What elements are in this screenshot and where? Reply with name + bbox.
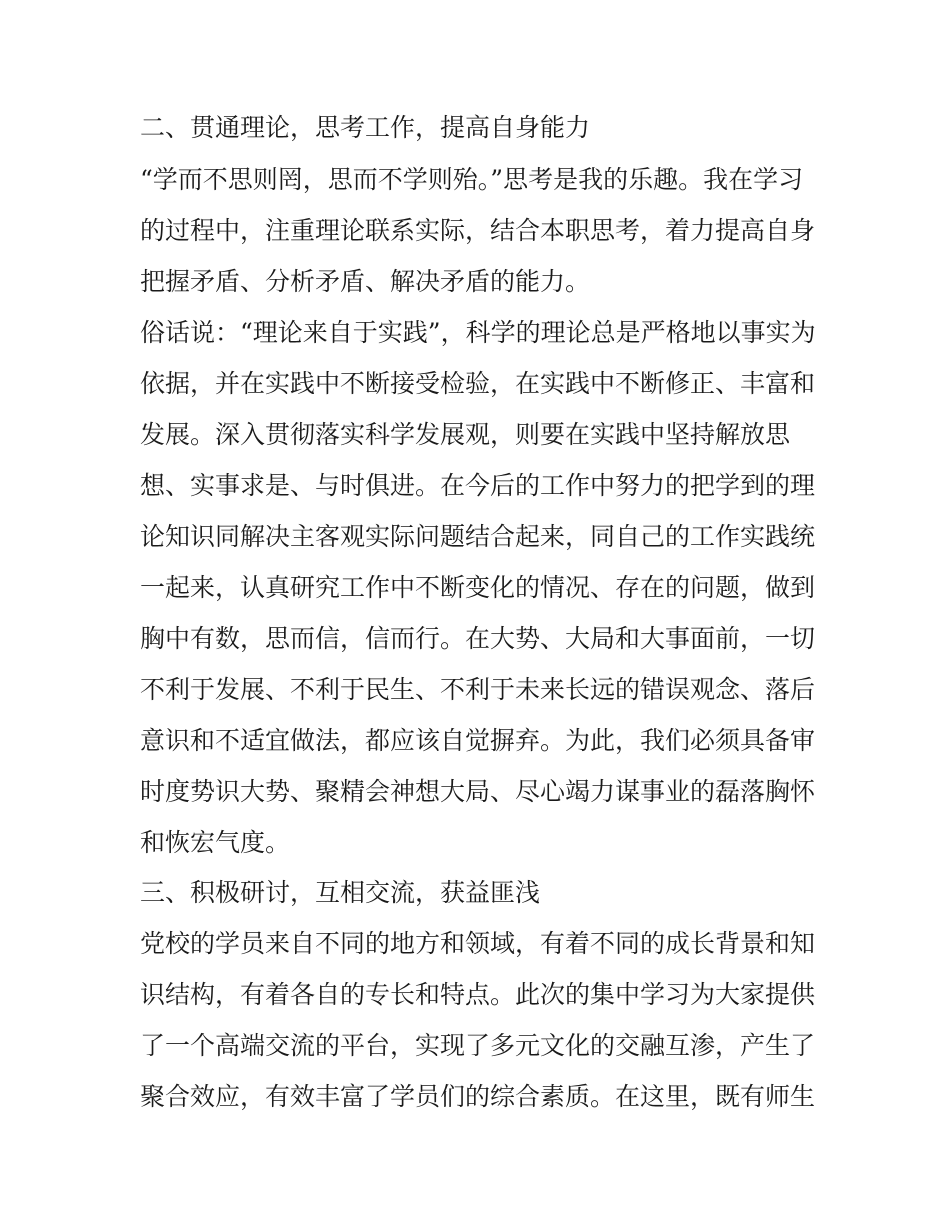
- text-line: 论知识同解决主客观实际问题结合起来，同自己的工作实践统: [140, 522, 816, 551]
- text-line: 想、实事求是、与时俱进。在今后的工作中努力的把学到的理: [140, 471, 816, 500]
- text-line: 依据，并在实践中不断接受检验，在实践中不断修正、丰富和: [140, 369, 816, 398]
- text-line: “学而不思则罔，思而不学则殆。”思考是我的乐趣。我在学习: [140, 165, 804, 194]
- section-heading-2: 二、贯通理论，思考工作，提高自身能力: [140, 113, 591, 142]
- text-line: 俗话说：“理论来自于实践”，科学的理论总是严格地以事实为: [140, 318, 816, 347]
- text-line: 聚合效应，有效丰富了学员们的综合素质。在这里，既有师生: [140, 1082, 816, 1111]
- section-heading-3: 三、积极研讨，互相交流，获益匪浅: [140, 878, 541, 907]
- text-line: 把握矛盾、分析矛盾、解决矛盾的能力。: [140, 267, 591, 296]
- text-line: 时度势识大势、聚精会神想大局、尽心竭力谋事业的磊落胸怀: [140, 777, 816, 806]
- text-line: 党校的学员来自不同的地方和领域，有着不同的成长背景和知: [140, 929, 816, 958]
- text-line: 了一个高端交流的平台，实现了多元文化的交融互渗，产生了: [140, 1031, 816, 1060]
- text-line: 的过程中，注重理论联系实际，结合本职思考，着力提高自身: [140, 216, 816, 245]
- text-line: 和恢宏气度。: [140, 828, 291, 857]
- text-line: 不利于发展、不利于民生、不利于未来长远的错误观念、落后: [140, 675, 816, 704]
- text-line: 胸中有数，思而信，信而行。在大势、大局和大事面前，一切: [140, 624, 816, 653]
- text-line: 识结构，有着各自的专长和特点。此次的集中学习为大家提供: [140, 980, 816, 1009]
- text-line: 意识和不适宜做法，都应该自觉摒弃。为此，我们必须具备审: [140, 726, 816, 755]
- text-line: 发展。深入贯彻落实科学发展观，则要在实践中坚持解放思: [140, 420, 791, 449]
- text-line: 一起来，认真研究工作中不断变化的情况、存在的问题，做到: [140, 573, 816, 602]
